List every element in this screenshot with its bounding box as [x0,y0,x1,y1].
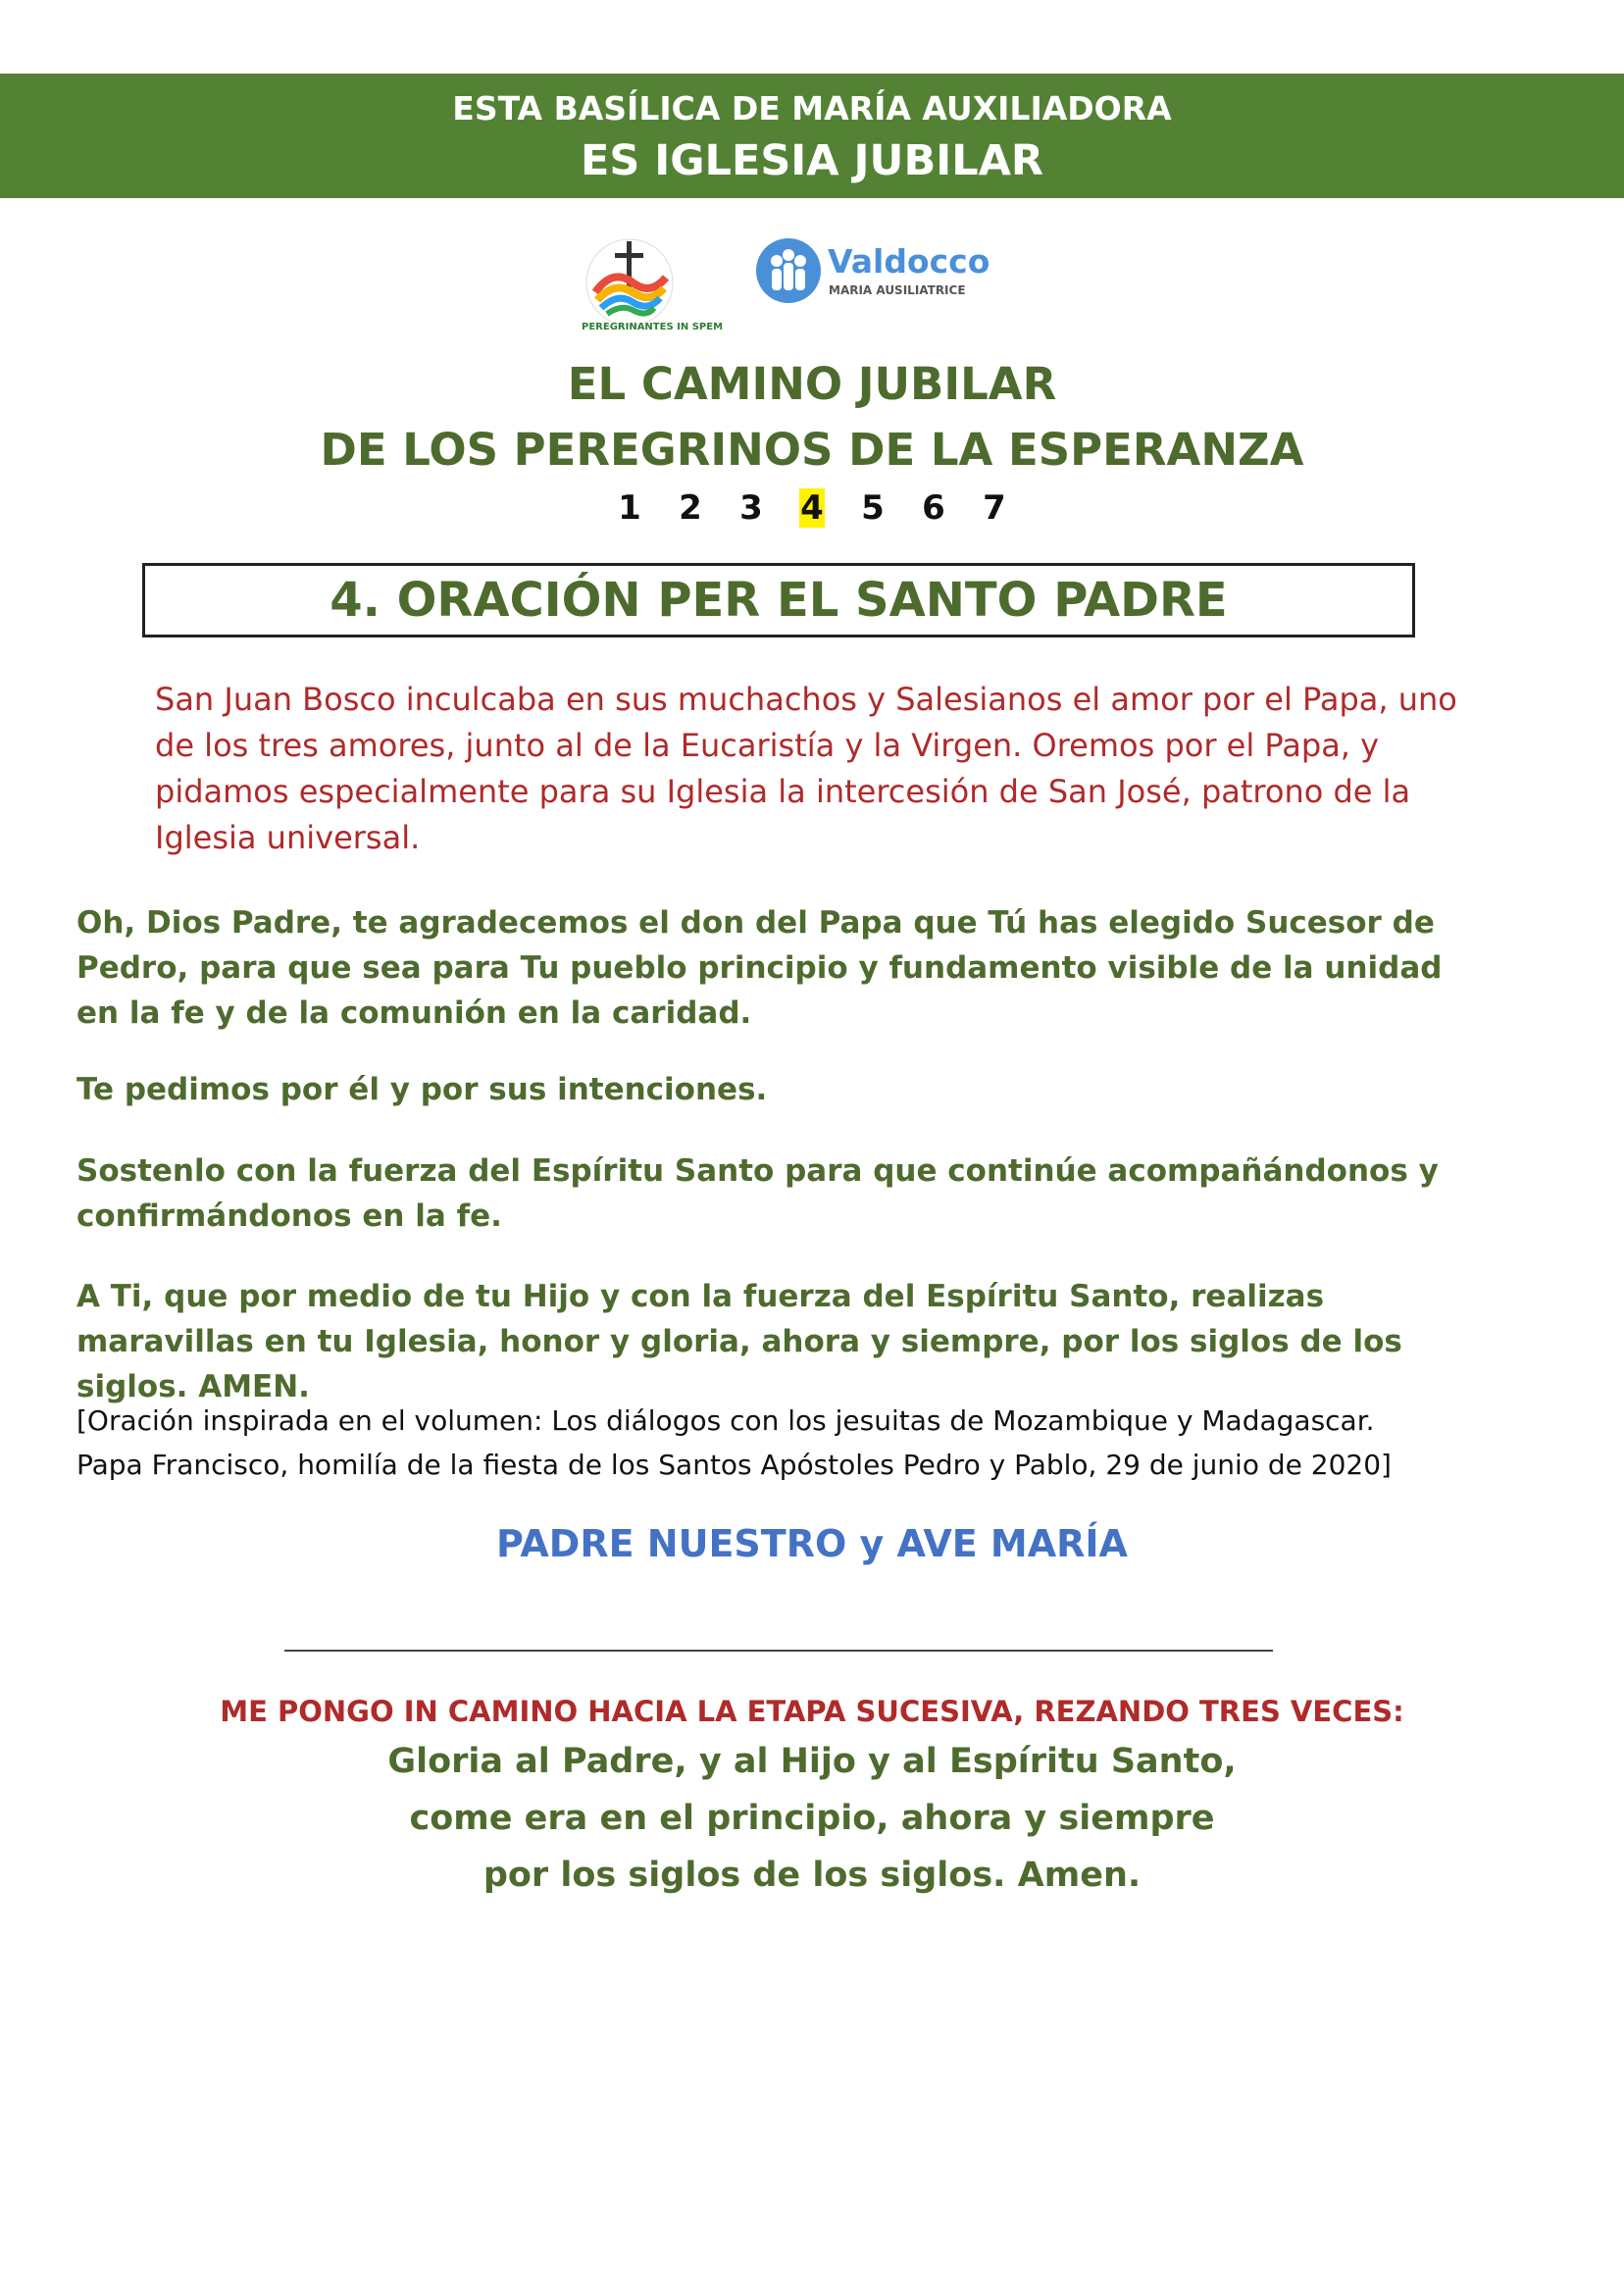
step-number: 2 [679,488,702,528]
banner-line-2: ES IGLESIA JUBILAR [580,136,1044,185]
gloria-line: come era en el principio, ahora y siempre [409,1799,1215,1838]
section-title: 4. ORACIÓN PER EL SANTO PADRE [142,563,1415,637]
padre-nuestro-heading: PADRE NUESTRO y AVE MARÍA [496,1522,1128,1565]
main-title-line-1: EL CAMINO JUBILAR [567,358,1057,410]
prayer-paragraph: Te pedimos por él y por sus intenciones. [76,1072,768,1107]
valdocco-logo [753,235,989,306]
valdocco-subtitle: MARIA AUSILIATRICE [829,283,966,297]
gloria-line: por los siglos de los siglos. Amen. [482,1856,1142,1895]
valdocco-name: Valdocco [828,242,990,280]
prayer-paragraph: Oh, Dios Padre, te agradecemos el don del Papa que Tú has elegido Sucesor de Pedro, para que sea para Tu pueblo principio y fundamento visible de la unidad en la fe y de la comunión en la caridad. [76,905,1443,1031]
step-number: 1 [618,488,641,528]
jubilee-logo-text: PEREGRINANTES IN SPEM [582,322,724,332]
source-note [76,1399,1489,1487]
divider-line [284,1650,1273,1652]
step-number: 6 [922,488,945,528]
step-number: 5 [861,488,885,528]
prayer-paragraph: A Ti, que por medio de tu Hijo y con la fuerza del Espíritu Santo, realizas maravillas en tu Iglesia, honor y gloria, ahora y siempre, por los siglos de los siglos. AMEN. [76,1279,1402,1404]
banner-line-1: ESTA BASÍLICA DE MARÍA AUXILIADORA [452,89,1172,127]
stage-steps [0,488,1624,528]
next-stage-instruction: ME PONGO IN CAMINO HACIA LA ETAPA SUCESIVA, REZANDO TRES VECES: [220,1695,1404,1728]
jubilee-logo [564,233,724,333]
source-note-line-2: Papa Francisco, homilía de la fiesta de los Santos Apóstoles Pedro y Pablo, 29 de junio de 2020] [76,1449,1392,1481]
step-number: 3 [739,488,763,528]
step-number: 4 [800,488,824,528]
source-note-line-1: [Oración inspirada en el volumen: Los diálogos con los jesuitas de Mozambique y Madagascar. [76,1404,1375,1437]
step-number: 7 [983,488,1006,528]
main-title-line-2: DE LOS PEREGRINOS DE LA ESPERANZA [320,424,1304,476]
gloria-line: Gloria al Padre, y al Hijo y al Espíritu Santo, [387,1742,1237,1781]
jubilee-banner [0,74,1624,198]
intro-paragraph: San Juan Bosco inculcaba en sus muchachos y Salesianos el amor por el Papa, uno de los tres amores, junto al de la Eucaristía y la Virgen. Oremos por el Papa, y pidamos especialmente para su Iglesia la intercesión de San José, patrono de la Iglesia universal. [155,681,1457,856]
prayer-paragraph: Sostenlo con la fuerza del Espíritu Santo para que continúe acompañándonos y confirmándonos en la fe. [76,1153,1439,1234]
